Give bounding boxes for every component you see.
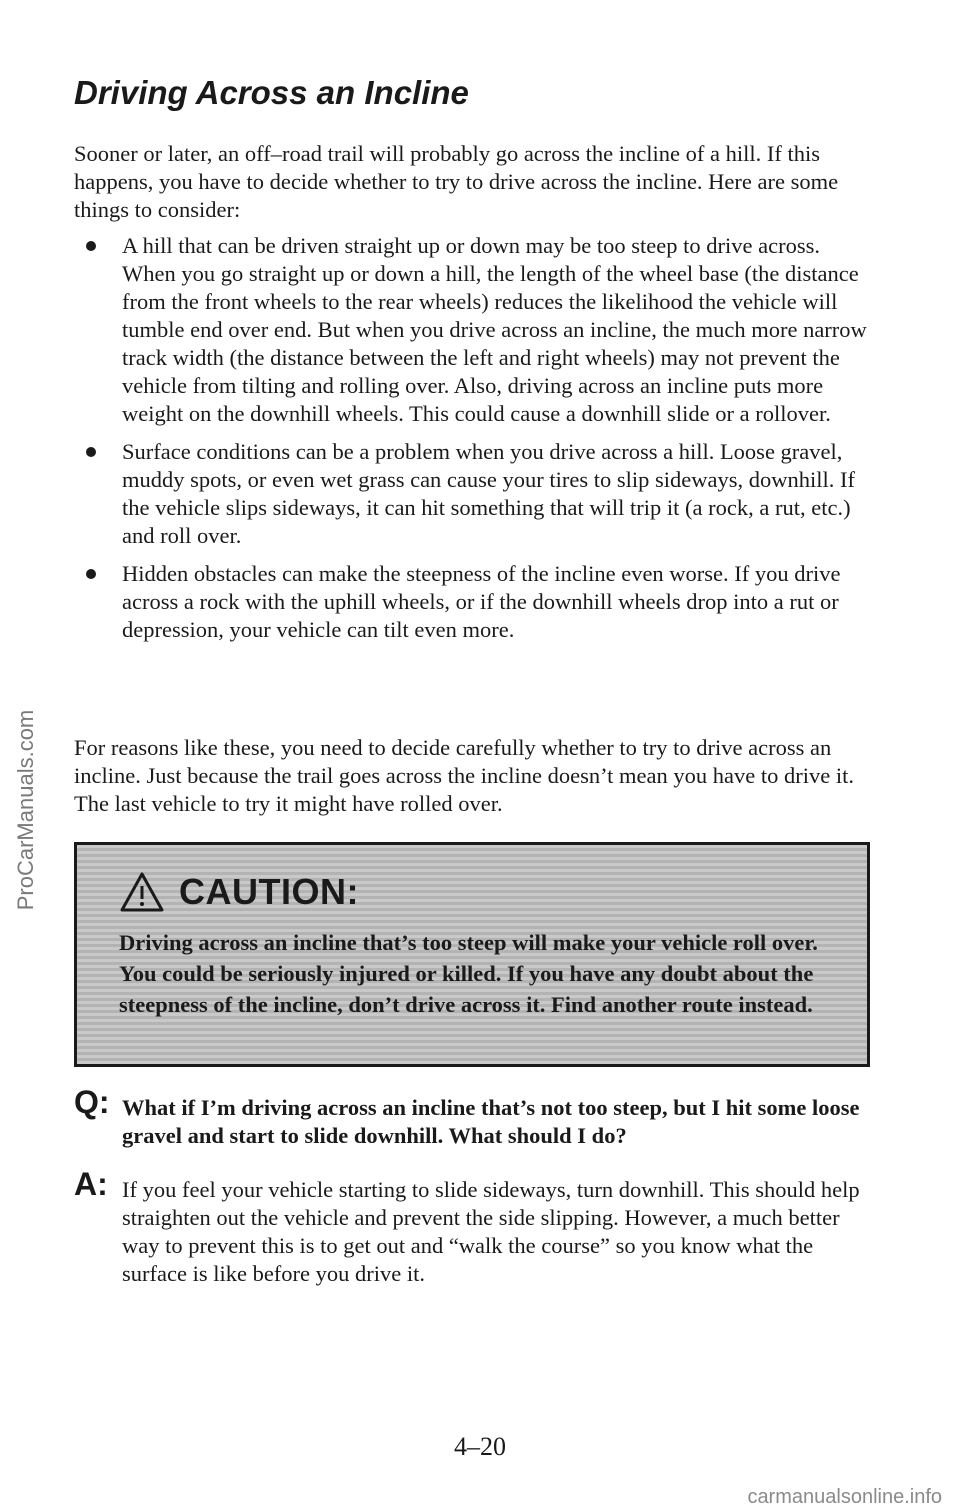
list-item-text: Hidden obstacles can make the steepness of the incline even worse. If you drive across a rock with the uphill wheels, or if the downhill wheels drop into a rut or depression, your vehicle can tilt even more.	[122, 561, 841, 642]
consideration-list	[74, 232, 874, 654]
page-number: 4–20	[454, 1432, 506, 1461]
bullet-icon	[86, 447, 96, 457]
closing-paragraph: For reasons like these, you need to decide carefully whether to try to drive across an incline. Just because the trail goes across the incline doesn’t mean you have to drive it. The last vehicle to try it might have rolled over.	[74, 735, 854, 816]
caution-header	[119, 871, 359, 913]
question-label: Q:	[74, 1084, 110, 1120]
bullet-icon	[86, 241, 96, 251]
caution-text: Driving across an incline that’s too steep will make your vehicle roll over. You could be seriously injured or killed. If you have any doubt about the steepness of the incline, don’t drive across it. Find another route instead.	[119, 930, 818, 1017]
list-item-text: Surface conditions can be a problem when you drive across a hill. Loose gravel, muddy spots, or even wet grass can cause your tires to slip sideways, downhill. If the vehicle slips sideways, it can hit something that will trip it (a rock, a rut, etc.) and roll over.	[122, 439, 855, 548]
answer-text: If you feel your vehicle starting to slide sideways, turn downhill. This should help straighten out the vehicle and prevent the side slipping. However, a much better way to prevent this is to get out and “walk the course” so you know what the surface is like before you drive it.	[122, 1177, 860, 1286]
intro-paragraph: Sooner or later, an off–road trail will probably go across the incline of a hill. If this happens, you have to decide whether to try to drive across the incline. Here are some things to consider:	[74, 141, 839, 222]
bottom-watermark: carmanualsonline.info	[747, 1486, 942, 1508]
caution-box	[74, 842, 870, 1067]
answer-label: A:	[74, 1166, 108, 1202]
question-block	[74, 1084, 874, 1150]
list-item-text: A hill that can be driven straight up or down may be too steep to drive across. When you go straight up or down a hill, the length of the wheel base (the distance from the front wheels to the rear wheels) reduces the likelihood the vehicle will tumble end over end. But when you drive across an incline, the much more narrow track width (the distance between the left and right wheels) may not prevent the vehicle from tilting and rolling over. Also, driving across an incline puts more weight on the downhill wheels. This could cause a downhill slide or a rollover.	[122, 233, 867, 426]
list-item	[74, 560, 874, 644]
bullet-icon	[86, 569, 96, 579]
side-watermark-text: ProCarManuals.com	[13, 709, 38, 911]
answer-block	[74, 1166, 874, 1288]
warning-triangle-icon	[119, 871, 165, 913]
list-item	[74, 232, 874, 428]
list-item	[74, 438, 874, 550]
question-text: What if I’m driving across an incline that’s not too steep, but I hit some loose gravel and start to slide downhill. What should I do?	[122, 1095, 860, 1148]
caution-title: CAUTION:	[179, 871, 359, 912]
section-heading: Driving Across an Incline	[74, 74, 469, 111]
side-watermark	[6, 600, 46, 1020]
